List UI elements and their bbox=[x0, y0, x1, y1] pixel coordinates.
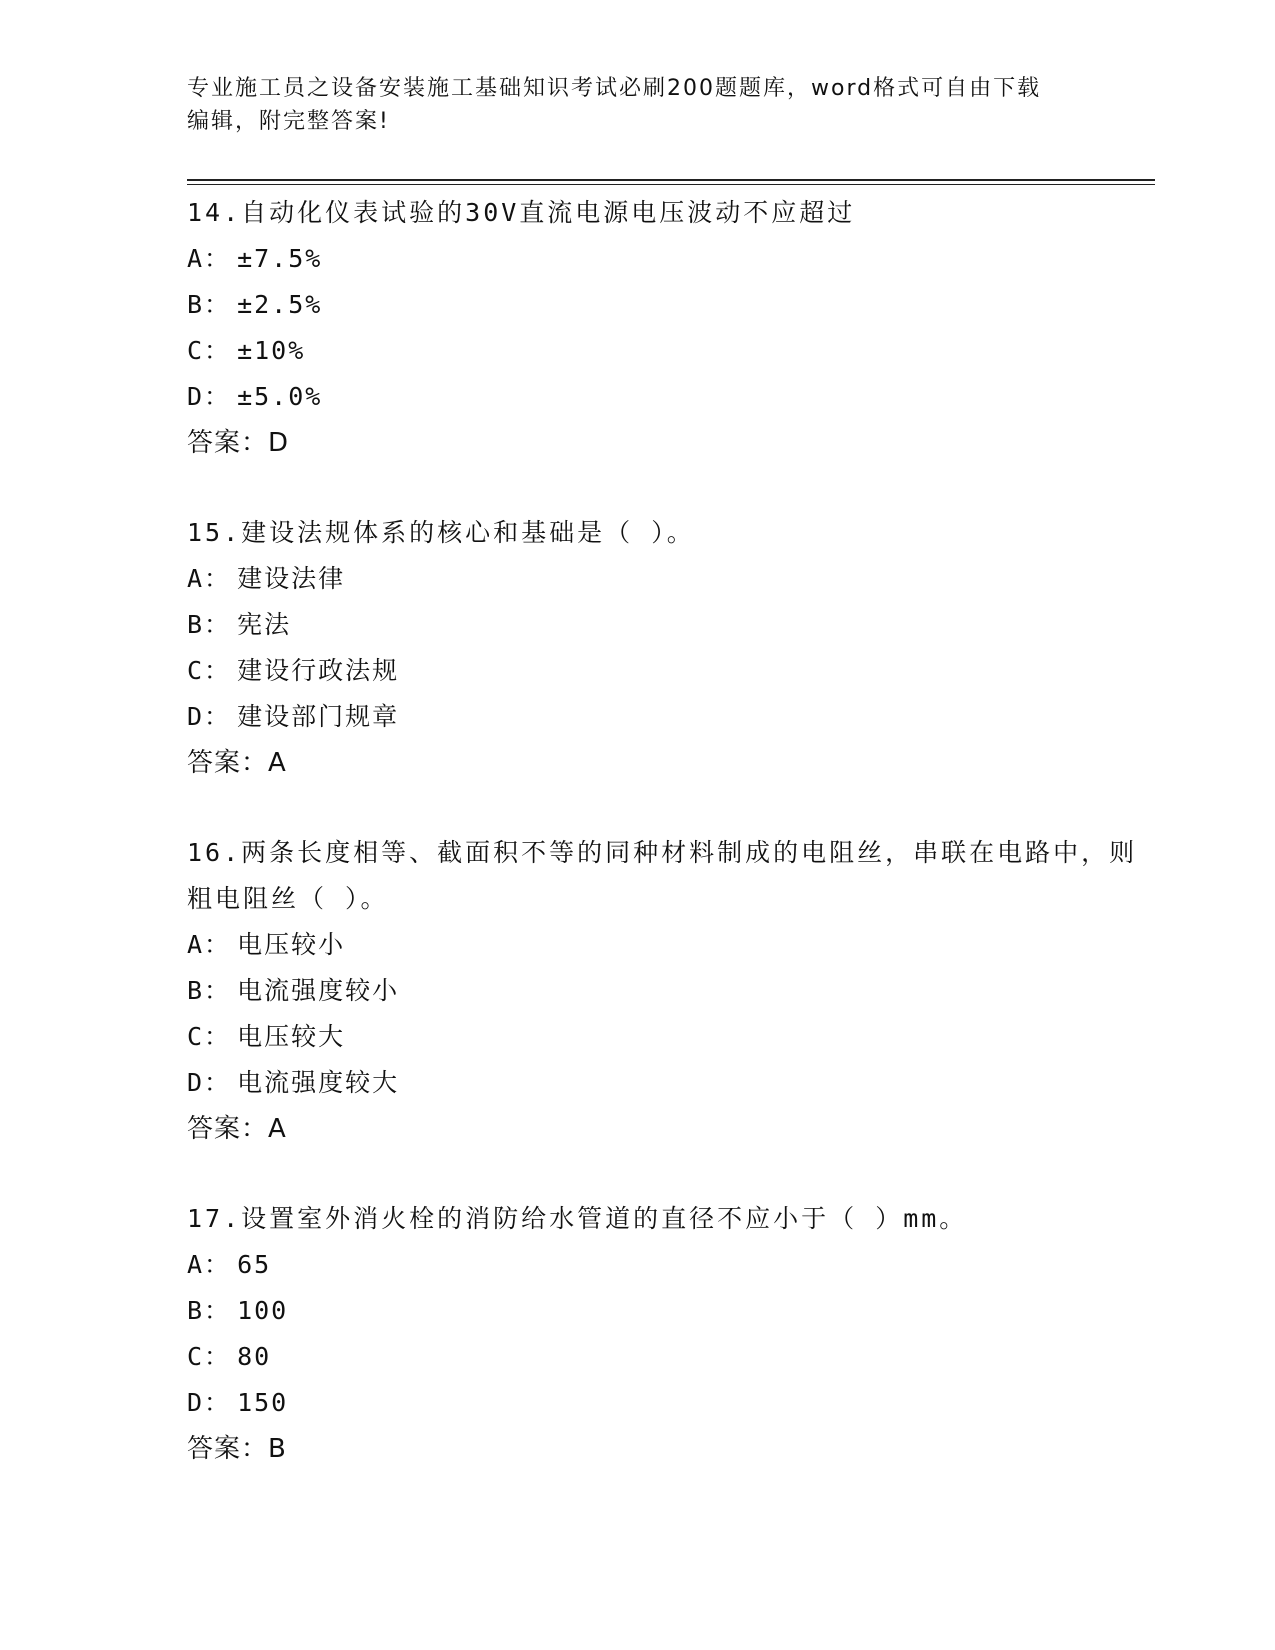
option-label: D： bbox=[187, 382, 232, 411]
question-stem: 16.两条长度相等、截面积不等的同种材料制成的电阻丝，串联在电路中，则粗电阻丝（ ）。 bbox=[187, 838, 1138, 913]
option-label: B： bbox=[187, 1296, 232, 1325]
header-title-line-1: 专业施工员之设备安装施工基础知识考试必刷200题题库，word格式可自由下载 bbox=[187, 76, 1042, 101]
option-label: B： bbox=[187, 610, 232, 639]
option-text: 80 bbox=[237, 1342, 272, 1371]
option-label: C： bbox=[187, 1022, 232, 1051]
option-label: C： bbox=[187, 1342, 232, 1371]
option-b bbox=[187, 1288, 1147, 1334]
option-text: 电流强度较小 bbox=[237, 976, 400, 1005]
option-text: 宪法 bbox=[237, 610, 292, 639]
answer: 答案：A bbox=[187, 748, 287, 778]
option-text: 电流强度较大 bbox=[237, 1068, 400, 1097]
option-text: ±2.5% bbox=[237, 290, 323, 319]
question-17 bbox=[187, 1196, 1147, 1472]
option-a bbox=[187, 556, 1147, 602]
option-text: ±5.0% bbox=[237, 382, 323, 411]
option-text: ±7.5% bbox=[237, 244, 323, 273]
option-text: 建设部门规章 bbox=[237, 702, 400, 731]
option-text: 建设法律 bbox=[237, 564, 346, 593]
option-text: 150 bbox=[237, 1388, 289, 1417]
option-label: D： bbox=[187, 702, 232, 731]
answer: 答案：A bbox=[187, 1114, 287, 1144]
option-a bbox=[187, 236, 1147, 282]
option-label: A： bbox=[187, 1250, 232, 1279]
option-text: 电压较大 bbox=[237, 1022, 346, 1051]
option-b bbox=[187, 282, 1147, 328]
option-c bbox=[187, 648, 1147, 694]
option-label: B： bbox=[187, 290, 232, 319]
question-stem: 15.建设法规体系的核心和基础是（ ）。 bbox=[187, 518, 695, 547]
option-label: D： bbox=[187, 1388, 232, 1417]
option-text: 建设行政法规 bbox=[237, 656, 400, 685]
question-list bbox=[187, 190, 1147, 1516]
answer: 答案：B bbox=[187, 1434, 287, 1464]
option-d bbox=[187, 1380, 1147, 1426]
option-label: D： bbox=[187, 1068, 232, 1097]
option-label: B： bbox=[187, 976, 232, 1005]
question-16 bbox=[187, 830, 1147, 1152]
option-c bbox=[187, 328, 1147, 374]
option-d bbox=[187, 1060, 1147, 1106]
option-label: A： bbox=[187, 244, 232, 273]
answer: 答案：D bbox=[187, 428, 290, 458]
question-stem: 17.设置室外消火栓的消防给水管道的直径不应小于（ ）mm。 bbox=[187, 1204, 968, 1233]
header-divider-thick bbox=[187, 179, 1155, 181]
header-divider-thin bbox=[187, 184, 1155, 185]
option-text: 65 bbox=[237, 1250, 272, 1279]
option-d bbox=[187, 694, 1147, 740]
option-label: C： bbox=[187, 656, 232, 685]
option-label: A： bbox=[187, 930, 232, 959]
option-a bbox=[187, 1242, 1147, 1288]
option-d bbox=[187, 374, 1147, 420]
document-header bbox=[187, 72, 1087, 138]
option-c bbox=[187, 1334, 1147, 1380]
option-label: A： bbox=[187, 564, 232, 593]
option-b bbox=[187, 968, 1147, 1014]
option-text: 100 bbox=[237, 1296, 289, 1325]
question-14 bbox=[187, 190, 1147, 466]
option-a bbox=[187, 922, 1147, 968]
option-text: 电压较小 bbox=[237, 930, 346, 959]
header-title-line-2: 编辑，附完整答案! bbox=[187, 109, 390, 134]
option-text: ±10% bbox=[237, 336, 306, 365]
option-c bbox=[187, 1014, 1147, 1060]
option-label: C： bbox=[187, 336, 232, 365]
option-b bbox=[187, 602, 1147, 648]
question-15 bbox=[187, 510, 1147, 786]
question-stem: 14.自动化仪表试验的30V直流电源电压波动不应超过 bbox=[187, 198, 856, 227]
